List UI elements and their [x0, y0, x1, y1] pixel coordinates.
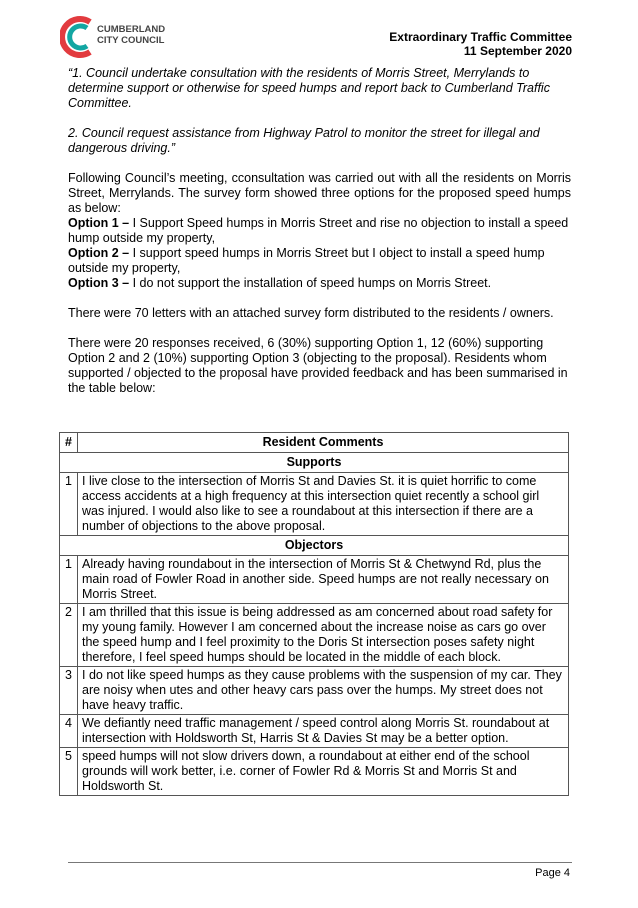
column-header-comments: Resident Comments — [78, 433, 569, 453]
resolution-item-2: 2. Council request assistance from Highway Patrol to monitor the street for illegal and dangerous driving.” — [68, 126, 540, 155]
footer-divider — [68, 862, 572, 863]
table-row — [60, 473, 569, 536]
objectors-group-row — [60, 536, 569, 556]
page-number: Page 4 — [535, 867, 570, 879]
logo-wordmark — [97, 24, 165, 46]
table-row — [60, 667, 569, 715]
row-number: 3 — [60, 667, 78, 715]
committee-title: Extraordinary Traffic Committee — [389, 30, 572, 44]
resolution-item-1: “1. Council undertake consultation with the residents of Morris Street, Merrylands to determine support or otherwise for speed humps and report back to Cumberland Traffic Committee. — [68, 66, 550, 110]
table-header-row — [60, 433, 569, 453]
body-content — [68, 66, 571, 396]
option-3-label: Option 3 – — [68, 276, 130, 290]
option-1-label: Option 1 – — [68, 216, 130, 230]
comment-text: I am thrilled that this issue is being addressed as am concerned about road safety for my young family. However I am concerned about the increase noise as cars go over the speed hump and I feel proximity to the Doris St intersection poses safety night therefore, I feel speed humps should be located in the middle of each block. — [78, 604, 569, 667]
row-number: 4 — [60, 715, 78, 748]
comment-text: We defiantly need traffic management / speed control along Morris St. roundabout at intersection with Holdsworth St, Harris St & Davies St may be a better option. — [78, 715, 569, 748]
option-1-text: I Support Speed humps in Morris Street and rise no objection to install a speed hump outside my property, — [68, 216, 569, 245]
document-header — [389, 30, 572, 58]
logo-line-1: CUMBERLAND — [97, 24, 166, 35]
option-3-text: I do not support the installation of speed humps on Morris Street. — [129, 276, 492, 290]
option-2 — [68, 246, 571, 276]
row-number: 1 — [60, 556, 78, 604]
comment-text: I do not like speed humps as they cause problems with the suspension of my car. They are noisy when utes and other heavy cars pass over the humps. My street does not have heavy traffic. — [78, 667, 569, 715]
logo-line-2: CITY COUNCIL — [97, 35, 165, 46]
table-row — [60, 556, 569, 604]
option-2-text: I support speed humps in Morris Street but I object to install a speed hump outside my property, — [68, 246, 545, 275]
table-row — [60, 715, 569, 748]
cumberland-city-council-logo — [60, 14, 210, 62]
comment-text: speed humps will not slow drivers down, a roundabout at either end of the school grounds will work better, i.e. corner of Fowler Rd & Morris St and Morris St and Holdsworth St. — [78, 748, 569, 796]
table-row — [60, 604, 569, 667]
row-number: 1 — [60, 473, 78, 536]
council-logo-icon — [60, 14, 96, 60]
responses-paragraph: There were 20 responses received, 6 (30%) supporting Option 1, 12 (60%) supporting Option 2 and 2 (10%) supporting Option 3 (objecting to the proposal). Residents whom supported / objected to the proposal have provided feedback and has been summarised in the table below: — [68, 336, 568, 395]
row-number: 5 — [60, 748, 78, 796]
letters-paragraph: There were 70 letters with an attached survey form distributed to the residents / owners. — [68, 306, 554, 320]
option-3 — [68, 276, 571, 291]
row-number: 2 — [60, 604, 78, 667]
resident-comments-table — [59, 432, 569, 796]
comment-text: I live close to the intersection of Morris St and Davies St. it is quiet horrific to come access accidents at a high frequency at this intersection quiet recently a school girl was injured. I would also like to see a roundabout at this intersection if there are a number of objections to the above proposal. — [78, 473, 569, 536]
option-2-label: Option 2 – — [68, 246, 130, 260]
meeting-date: 11 September 2020 — [463, 44, 572, 58]
objectors-heading: Objectors — [60, 536, 569, 556]
table-row — [60, 748, 569, 796]
consultation-intro: Following Council’s meeting, cconsultation was carried out with all the residents on Morris Street, Merrylands. The survey form showed three options for the proposed speed humps as below: — [68, 171, 571, 215]
option-1 — [68, 216, 571, 246]
comment-text: Already having roundabout in the intersection of Morris St & Chetwynd Rd, plus the main road of Fowler Road in another side. Speed humps are not really necessary on Morris Street. — [78, 556, 569, 604]
supports-heading: Supports — [60, 453, 569, 473]
column-header-number: # — [60, 433, 78, 453]
supports-group-row — [60, 453, 569, 473]
